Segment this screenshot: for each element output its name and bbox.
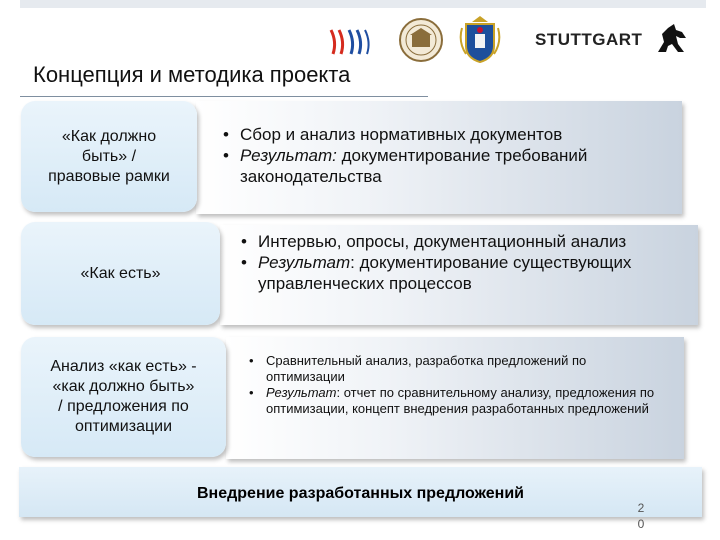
row-2-bullet-1: • Интервью, опросы, документационный анализ: [238, 231, 688, 252]
row-2-bullet-2: • Результат: документирование существующих управленческих процессов: [238, 252, 688, 294]
row-1-content-box: [196, 101, 682, 214]
stuttgart-logo: STUTTGART: [535, 30, 643, 49]
row-2-label-box: [21, 222, 220, 325]
page-title: Концепция и методика проекта: [33, 62, 351, 87]
horse-emblem-icon: [654, 22, 690, 56]
footer-label: Внедрение разработанных предложений: [197, 485, 524, 502]
row-2-content-box: [220, 225, 698, 325]
row-3-content-box: [226, 337, 684, 459]
top-bar: [20, 0, 706, 8]
page-number: 2 0: [637, 501, 645, 531]
row-3-label-box: [21, 337, 226, 457]
title-divider: [20, 96, 428, 97]
flag-logo-icon: [327, 26, 377, 56]
footer-bar: [19, 467, 702, 517]
row-1-bullet-1: • Сбор и анализ нормативных документов: [220, 124, 675, 145]
logo-strip: [320, 14, 710, 64]
row-1-label: «Как должно быть» / правовые рамки: [48, 127, 170, 185]
row-3-bullets: [246, 353, 666, 417]
row-3-label: Анализ «как есть» - «как должно быть» / предложения по оптимизации: [50, 358, 197, 435]
row-1-bullets: [220, 124, 675, 187]
row-1-label-box: [21, 101, 197, 212]
coat-of-arms-icon: [458, 16, 502, 64]
row-1-bullet-2: • Результат: документирование требований законодательства: [220, 145, 675, 187]
row-3-bullet-2: • Результат: отчет по сравнительному анализу, предложения по оптимизации, концепт внедрения разработанных предложений: [246, 385, 666, 417]
row-2-bullets: [238, 231, 688, 294]
row-2-label: «Как есть»: [80, 264, 161, 282]
row-3-bullet-1: • Сравнительный анализ, разработка предложений по оптимизации: [246, 353, 666, 385]
university-seal-icon: [398, 17, 444, 63]
